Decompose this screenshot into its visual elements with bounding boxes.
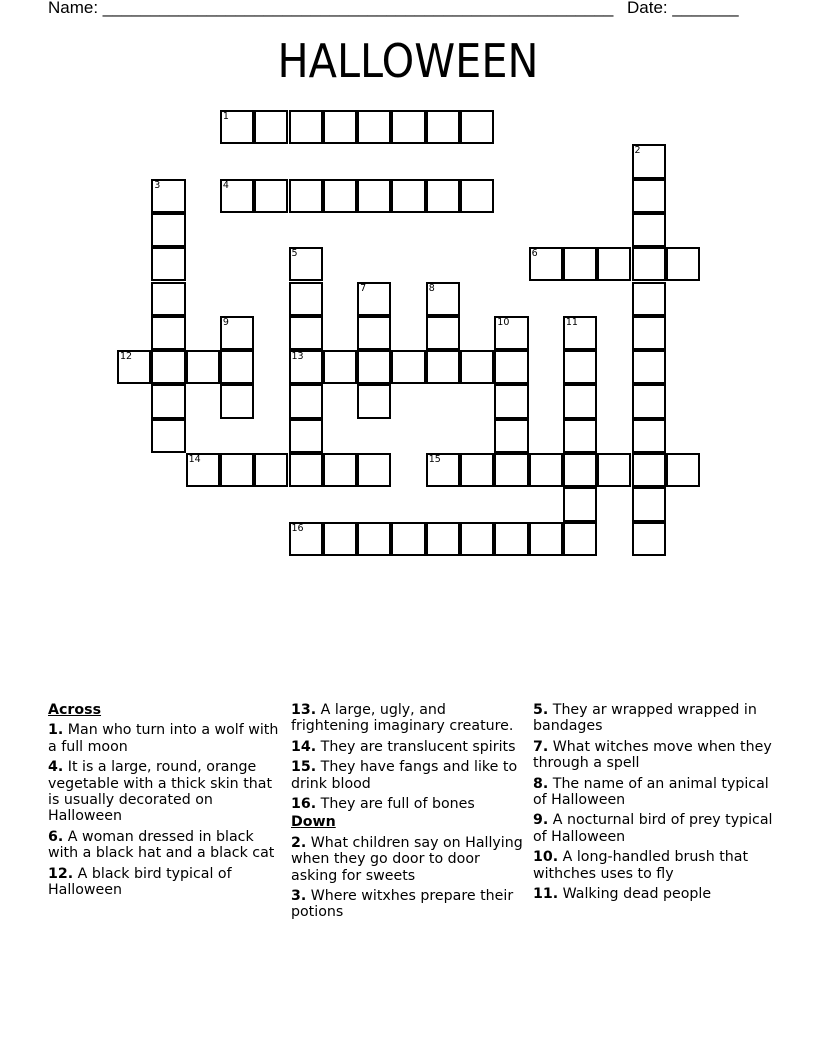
grid-cell[interactable] bbox=[357, 453, 391, 487]
clue-number: 8. bbox=[533, 775, 549, 792]
grid-cell[interactable] bbox=[289, 384, 323, 418]
clue-number: 6. bbox=[48, 828, 64, 845]
clue-text: They are translucent spirits bbox=[316, 738, 516, 755]
grid-cell[interactable] bbox=[563, 316, 597, 350]
grid-cell[interactable] bbox=[460, 522, 494, 556]
grid-cell[interactable] bbox=[151, 282, 185, 316]
clue-text: Man who turn into a wolf with a full moon bbox=[48, 722, 279, 755]
cell-number: 12 bbox=[120, 351, 133, 363]
grid-cell[interactable] bbox=[563, 453, 597, 487]
clue-text: A large, ugly, and frightening imaginary creature. bbox=[291, 702, 514, 735]
clue-text: They ar wrapped wrapped in bandages bbox=[533, 702, 757, 735]
grid-cell[interactable] bbox=[529, 247, 563, 281]
clue-number: 5. bbox=[533, 702, 549, 718]
clue-number: 14. bbox=[291, 738, 317, 755]
clue-text: What witches move when they through a spell bbox=[533, 738, 772, 772]
clue-text: What children say on Hallying when they go door to door asking for sweets bbox=[291, 834, 523, 884]
grid-cell[interactable] bbox=[426, 350, 460, 384]
clue-text: They have fangs and like to drink blood bbox=[291, 759, 518, 792]
grid-cell[interactable] bbox=[220, 110, 254, 144]
grid-cell[interactable] bbox=[220, 453, 254, 487]
grid-cell[interactable] bbox=[666, 453, 700, 487]
grid-cell[interactable] bbox=[632, 282, 666, 316]
grid-cell[interactable] bbox=[151, 350, 185, 384]
cell-number: 11 bbox=[565, 316, 578, 328]
across-heading: Across bbox=[48, 702, 102, 718]
grid-cell[interactable] bbox=[426, 453, 460, 487]
grid-cell[interactable] bbox=[529, 522, 563, 556]
cell-number: 6 bbox=[531, 248, 538, 260]
grid-cell[interactable] bbox=[426, 179, 460, 213]
clue-text: The name of an animal typical of Halloween bbox=[533, 775, 769, 809]
clue-text: A woman dressed in black with a black hat and a black cat bbox=[48, 828, 275, 862]
grid-cell[interactable] bbox=[357, 110, 391, 144]
grid-cell[interactable] bbox=[563, 522, 597, 556]
grid-cell[interactable] bbox=[494, 350, 528, 384]
clue-number: 15. bbox=[291, 759, 317, 776]
cell-number: 9 bbox=[222, 316, 229, 328]
grid-cell[interactable] bbox=[254, 179, 288, 213]
cell-number: 14 bbox=[188, 454, 201, 465]
cell-number: 8 bbox=[428, 282, 435, 294]
grid-cell[interactable] bbox=[494, 453, 528, 487]
grid-cell[interactable] bbox=[460, 350, 494, 384]
grid-cell[interactable] bbox=[494, 316, 528, 350]
clue-number: 12. bbox=[48, 865, 74, 882]
grid-cell[interactable] bbox=[391, 522, 425, 556]
clue-text: A black bird typical of Halloween bbox=[48, 865, 232, 899]
clue-text: A nocturnal bird of prey typical of Halloween bbox=[533, 812, 773, 845]
grid-cell[interactable] bbox=[357, 522, 391, 556]
grid-cell[interactable] bbox=[323, 453, 357, 487]
cell-number: 5 bbox=[291, 248, 298, 260]
grid-cell[interactable] bbox=[426, 316, 460, 350]
grid-cell[interactable] bbox=[632, 179, 666, 213]
clue-number: 10. bbox=[533, 849, 559, 866]
clue-across-15 bbox=[291, 759, 523, 792]
grid-cell[interactable] bbox=[563, 247, 597, 281]
cell-number: 15 bbox=[428, 454, 441, 465]
grid-cell[interactable] bbox=[151, 316, 185, 350]
grid-cell[interactable] bbox=[289, 179, 323, 213]
grid-cell[interactable] bbox=[426, 110, 460, 144]
grid-cell[interactable] bbox=[220, 179, 254, 213]
clue-text: A long-handled brush that withches uses to fly bbox=[533, 849, 749, 882]
clue-number: 3. bbox=[291, 888, 307, 905]
clue-across-13 bbox=[291, 702, 523, 735]
name-field[interactable]: Name: ______________________________________________________ bbox=[48, 0, 614, 17]
grid-cell[interactable] bbox=[357, 350, 391, 384]
grid-cell[interactable] bbox=[391, 350, 425, 384]
clue-across-6 bbox=[48, 829, 280, 862]
cell-number: 7 bbox=[360, 282, 367, 294]
cell-number: 4 bbox=[222, 179, 229, 191]
grid-cell[interactable] bbox=[632, 247, 666, 281]
cell-number: 1 bbox=[222, 111, 229, 122]
grid-cell[interactable] bbox=[323, 110, 357, 144]
date-field[interactable]: Date: _______ bbox=[627, 0, 739, 17]
clue-number: 11. bbox=[533, 886, 559, 903]
grid-cell[interactable] bbox=[529, 453, 563, 487]
grid-cell[interactable] bbox=[597, 453, 631, 487]
cell-number: 2 bbox=[634, 145, 641, 157]
grid-cell[interactable] bbox=[460, 453, 494, 487]
clue-text: Where witxhes prepare their potions bbox=[291, 888, 514, 921]
grid-cell[interactable] bbox=[151, 419, 185, 453]
clue-down-2 bbox=[291, 835, 523, 884]
clue-down-5 bbox=[533, 702, 773, 735]
grid-cell[interactable] bbox=[460, 179, 494, 213]
grid-cell[interactable] bbox=[323, 179, 357, 213]
grid-cell[interactable] bbox=[289, 419, 323, 453]
down-heading: Down bbox=[291, 814, 336, 831]
grid-cell[interactable] bbox=[289, 522, 323, 556]
grid-cell[interactable] bbox=[494, 419, 528, 453]
grid-cell[interactable] bbox=[289, 110, 323, 144]
clue-across-1 bbox=[48, 722, 280, 755]
clue-down-9 bbox=[533, 812, 773, 845]
grid-cell[interactable] bbox=[632, 522, 666, 556]
cell-number: 10 bbox=[497, 316, 510, 328]
grid-cell[interactable] bbox=[563, 384, 597, 418]
clues-column-1 bbox=[48, 702, 280, 902]
grid-cell[interactable] bbox=[666, 247, 700, 281]
clue-number: 13. bbox=[291, 702, 317, 718]
grid-cell[interactable] bbox=[220, 350, 254, 384]
grid-cell[interactable] bbox=[151, 213, 185, 247]
clue-down-10 bbox=[533, 849, 773, 882]
grid-cell[interactable] bbox=[220, 316, 254, 350]
grid-cell[interactable] bbox=[426, 522, 460, 556]
clue-down-7 bbox=[533, 739, 773, 772]
clue-text: It is a large, round, orange vegetable with a thick skin that is usually decorated on Halloween bbox=[48, 759, 273, 825]
grid-cell[interactable] bbox=[460, 110, 494, 144]
grid-cell[interactable] bbox=[357, 179, 391, 213]
grid-cell[interactable] bbox=[632, 316, 666, 350]
clues-column-3 bbox=[533, 702, 773, 906]
clue-down-3 bbox=[291, 888, 523, 921]
grid-cell[interactable] bbox=[426, 282, 460, 316]
grid-cell[interactable] bbox=[186, 453, 220, 487]
grid-cell[interactable] bbox=[289, 350, 323, 384]
clues-column-2 bbox=[291, 702, 523, 925]
grid-cell[interactable] bbox=[323, 350, 357, 384]
grid-cell[interactable] bbox=[632, 144, 666, 178]
grid-cell[interactable] bbox=[494, 384, 528, 418]
clue-across-16 bbox=[291, 796, 523, 812]
grid-cell[interactable] bbox=[186, 350, 220, 384]
grid-cell[interactable] bbox=[289, 247, 323, 281]
clue-text: Walking dead people bbox=[558, 886, 712, 903]
grid-cell[interactable] bbox=[151, 384, 185, 418]
cell-number: 3 bbox=[154, 179, 161, 191]
clue-number: 4. bbox=[48, 759, 64, 776]
clue-across-12 bbox=[48, 866, 280, 899]
grid-cell[interactable] bbox=[117, 350, 151, 384]
grid-cell[interactable] bbox=[289, 453, 323, 487]
grid-cell[interactable] bbox=[220, 384, 254, 418]
page-title: HALLOWEEN bbox=[277, 34, 539, 88]
clue-number: 16. bbox=[291, 796, 317, 813]
grid-cell[interactable] bbox=[151, 179, 185, 213]
clue-number: 7. bbox=[533, 738, 549, 755]
grid-cell[interactable] bbox=[391, 179, 425, 213]
cell-number: 13 bbox=[291, 351, 304, 363]
grid-cell[interactable] bbox=[323, 522, 357, 556]
grid-cell[interactable] bbox=[254, 453, 288, 487]
grid-cell[interactable] bbox=[357, 316, 391, 350]
grid-cell[interactable] bbox=[494, 522, 528, 556]
grid-cell[interactable] bbox=[357, 282, 391, 316]
clue-across-4 bbox=[48, 759, 280, 825]
grid-cell[interactable] bbox=[632, 350, 666, 384]
clue-across-14 bbox=[291, 739, 523, 755]
grid-cell[interactable] bbox=[289, 282, 323, 316]
cell-number: 16 bbox=[291, 522, 304, 534]
grid-cell[interactable] bbox=[632, 487, 666, 521]
grid-cell[interactable] bbox=[632, 453, 666, 487]
grid-cell[interactable] bbox=[597, 247, 631, 281]
grid-cell[interactable] bbox=[254, 110, 288, 144]
grid-cell[interactable] bbox=[563, 487, 597, 521]
clue-number: 1. bbox=[48, 722, 64, 739]
clue-down-8 bbox=[533, 776, 773, 809]
grid-cell[interactable] bbox=[632, 213, 666, 247]
clue-down-11 bbox=[533, 886, 773, 902]
clue-text: They are full of bones bbox=[316, 796, 475, 813]
grid-cell[interactable] bbox=[563, 350, 597, 384]
clue-number: 9. bbox=[533, 812, 549, 829]
grid-cell[interactable] bbox=[563, 419, 597, 453]
clue-number: 2. bbox=[291, 834, 307, 851]
grid-cell[interactable] bbox=[632, 384, 666, 418]
grid-cell[interactable] bbox=[151, 247, 185, 281]
grid-cell[interactable] bbox=[632, 419, 666, 453]
grid-cell[interactable] bbox=[289, 316, 323, 350]
grid-cell[interactable] bbox=[391, 110, 425, 144]
grid-cell[interactable] bbox=[357, 384, 391, 418]
